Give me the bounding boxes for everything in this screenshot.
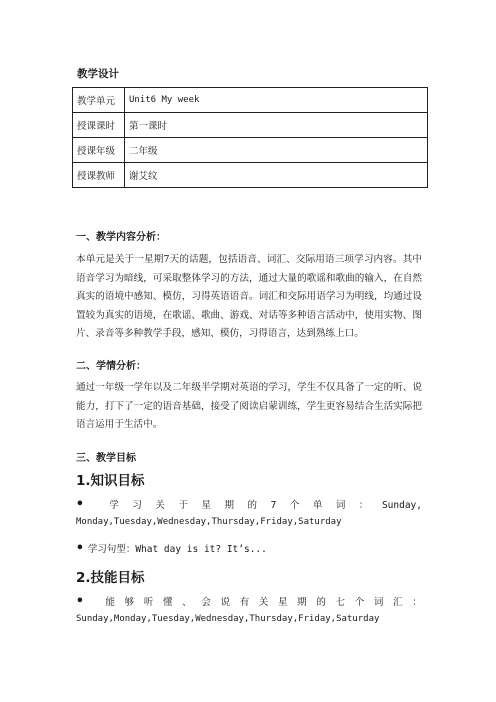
content-analysis-paragraph: 本单元是关于一星期7天的话题，包括语音、词汇、交际用语三项学习内容。其中语音学习为暗线，可采取整体学习的方法，通过大量的歌谣和歌曲的输入，在自然真实的语境中感知、模仿，习得英语语音。词汇和交际用语学习为明线，均通过设置较为真实的语境，在歌谣、歌曲、游戏、对话等多种语言活动中，使用实物、图片、录音等多种教学手段，感知、模仿，习得语言，达到熟练上口。 [76, 254, 422, 339]
skill-bullet-1-continuation: Sunday,Monday,Tuesday,Wednesday,Thursday,Friday,Saturday [76, 614, 380, 624]
bullet-word: 习 [132, 500, 142, 511]
table-row [73, 163, 428, 188]
bullet-word: 关 [258, 597, 269, 608]
bullet-word: 、 [182, 597, 192, 608]
knowledge-bullet-1 [76, 497, 422, 512]
bullet-word: 词 [335, 500, 346, 511]
table-cell-label: 授课年级 [73, 138, 125, 163]
knowledge-bullet-1-continuation: Monday,Tuesday,Wednesday,Thursday,Friday,Saturday [76, 517, 342, 527]
table-cell-value: 二年级 [125, 138, 428, 163]
knowledge-objectives-heading: 1.知识目标 [76, 473, 145, 489]
bullet-icon: • [76, 541, 84, 556]
bullet-word: 单 [312, 500, 323, 511]
bullet-word: 个 [354, 597, 365, 608]
bullet-word: 于 [178, 500, 188, 511]
bullet-word: 星 [201, 500, 211, 511]
skill-objectives-heading: 2.技能目标 [76, 570, 145, 586]
bullet-word: 七 [335, 597, 346, 608]
section-heading-learner-analysis: 二、学情分析： [76, 361, 146, 372]
learner-analysis-paragraph: 通过一年级一学年以及二年级半学期对英语的学习，学生不仅具备了一定的听、说能力，打下了一定的语音基础，接受了阅读启蒙训练，学生更容易结合生活实际把语言运用于生活中。 [76, 382, 422, 430]
table-cell-label: 教学单元 [73, 88, 125, 113]
bullet-word: 关 [155, 500, 165, 511]
info-table [72, 87, 428, 188]
bullet-word: 听 [143, 597, 154, 608]
table-cell-label: 授课课时 [73, 113, 125, 138]
bullet-word: 个 [289, 500, 300, 511]
skill-bullet-1 [76, 594, 422, 609]
bullet-word: 的 [247, 500, 258, 511]
bullet-word: 懂 [163, 597, 173, 608]
bullet-word: 有 [239, 597, 250, 608]
document-title: 教学设计 [77, 68, 119, 80]
table-cell-label: 授课教师 [73, 163, 125, 188]
bullet-word: 说 [220, 597, 231, 608]
section-heading-objectives: 三、教学目标 [76, 453, 136, 464]
table-cell-value: 第一课时 [125, 113, 428, 138]
knowledge-bullet-2-text: 学习句型：What day is it? It’s... [87, 544, 267, 555]
bullet-icon: • [76, 594, 84, 609]
bullet-word: 能 [105, 597, 115, 608]
bullet-word: 期 [224, 500, 235, 511]
bullet-word: Sunday, [381, 500, 422, 511]
section-heading-content-analysis: 一、教学内容分析： [76, 232, 166, 243]
bullet-word: ： [358, 500, 369, 511]
bullet-word: 学 [109, 500, 119, 511]
bullet-word: 词 [373, 597, 384, 608]
bullet-word: 的 [316, 597, 326, 608]
bullet-word: 够 [124, 597, 135, 608]
bullet-word: 会 [201, 597, 211, 608]
table-cell-value: Unit6 My week [125, 88, 428, 113]
table-row [73, 138, 428, 163]
bullet-word: 期 [297, 597, 307, 608]
bullet-word: 星 [278, 597, 288, 608]
bullet-word: 汇 [393, 597, 403, 608]
table-row [73, 113, 428, 138]
knowledge-bullet-2 [76, 541, 422, 556]
bullet-icon: • [76, 497, 84, 512]
bullet-word: ： [412, 597, 422, 608]
bullet-word: 7 [270, 500, 277, 511]
table-row [73, 88, 428, 113]
table-cell-value: 谢艾纹 [125, 163, 428, 188]
